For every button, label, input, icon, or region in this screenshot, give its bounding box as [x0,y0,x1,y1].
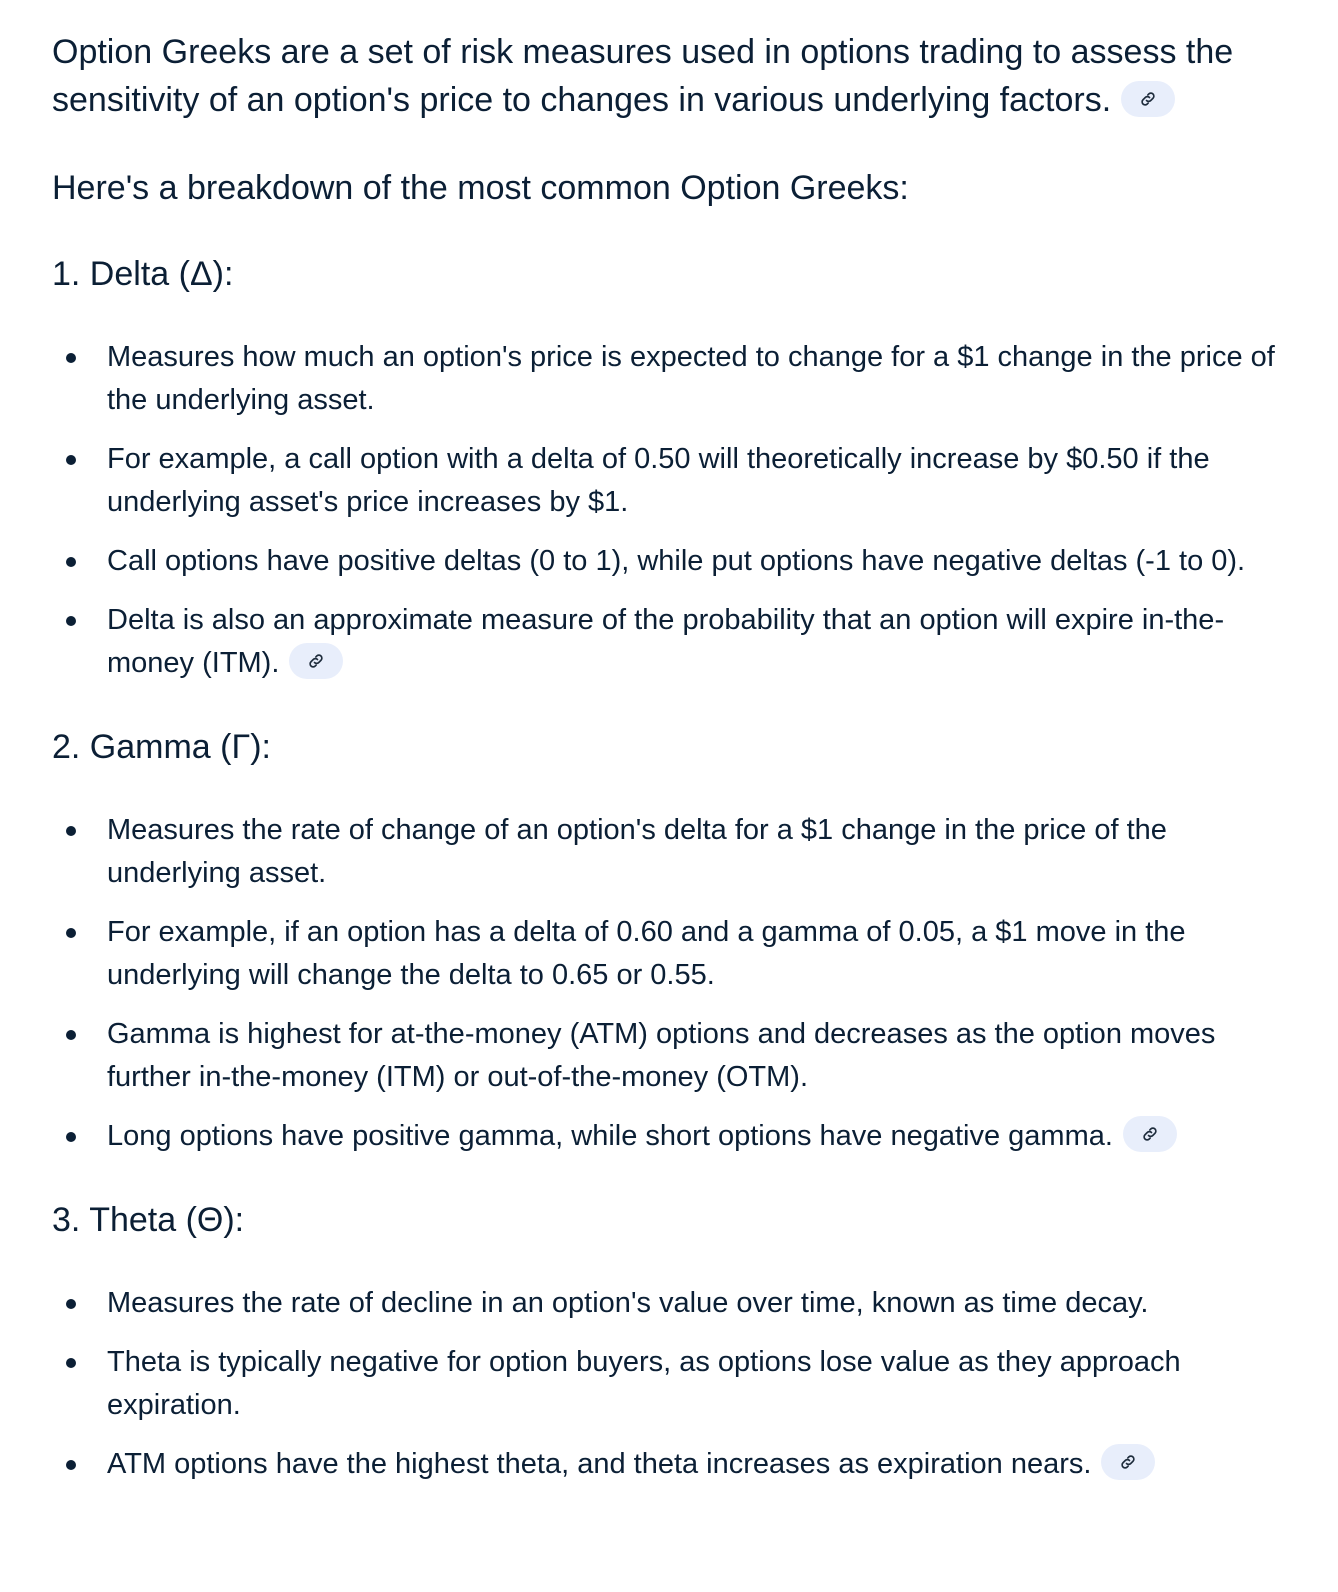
list-item-text: Gamma is highest for at-the-money (ATM) options and decreases as the option moves further in-the-money (ITM) or out-of-the-money (OTM). [107,1018,1216,1093]
delta-bullet-list [52,336,1298,685]
list-item-text: Theta is typically negative for option buyers, as options lose value as they approach expiration. [107,1346,1181,1421]
bullet-dot [66,616,76,626]
intro-paragraph [52,28,1298,124]
section-title-gamma: 2. Gamma (Γ): [52,728,271,766]
bullet-dot [66,1460,76,1470]
list-item-text: Delta is also an approximate measure of the probability that an option will expire in-the-money (ITM). [107,604,1225,679]
list-item-text: Measures how much an option's price is expected to change for a $1 change in the price of the underlying asset. [107,341,1275,416]
citation-link-button[interactable] [1101,1444,1155,1480]
list-item-text: Call options have positive deltas (0 to 1), while put options have negative deltas (-1 to 0). [107,545,1246,577]
list-item [52,438,1298,524]
list-item [52,911,1298,997]
intro-text: Option Greeks are a set of risk measures used in options trading to assess the sensitivity of an option's price to changes in various underlying factors. [52,33,1234,119]
list-item [52,1013,1298,1099]
breakdown-heading: Here's a breakdown of the most common Option Greeks: [52,169,909,207]
link-icon [1141,1125,1159,1143]
list-item [52,1115,1298,1158]
section-title-delta: 1. Delta (Δ): [52,255,234,293]
list-item-text: ATM options have the highest theta, and theta increases as expiration nears. [107,1448,1092,1480]
list-item-text: Long options have positive gamma, while short options have negative gamma. [107,1120,1113,1152]
list-item-text: For example, if an option has a delta of 0.60 and a gamma of 0.05, a $1 move in the underlying will change the delta to 0.65 or 0.55. [107,916,1186,991]
bullet-dot [66,826,76,836]
list-item [52,809,1298,895]
citation-link-button[interactable] [1121,81,1175,117]
bullet-dot [66,1132,76,1142]
link-icon [1119,1453,1137,1471]
list-item [52,1282,1298,1325]
bullet-dot [66,1299,76,1309]
list-item-text: Measures the rate of change of an option's delta for a $1 change in the price of the underlying asset. [107,814,1167,889]
list-item [52,1341,1298,1427]
theta-bullet-list [52,1282,1298,1486]
citation-link-button[interactable] [289,643,343,679]
section-title-theta: 3. Theta (Θ): [52,1201,245,1239]
bullet-dot [66,455,76,465]
list-item [52,599,1298,685]
link-icon [1139,90,1157,108]
list-item [52,336,1298,422]
citation-link-button[interactable] [1123,1116,1177,1152]
link-icon [307,652,325,670]
gamma-bullet-list [52,809,1298,1158]
list-item [52,540,1298,583]
bullet-dot [66,353,76,363]
bullet-dot [66,1030,76,1040]
bullet-dot [66,1358,76,1368]
bullet-dot [66,557,76,567]
bullet-dot [66,928,76,938]
list-item-text: For example, a call option with a delta of 0.50 will theoretically increase by $0.50 if the underlying asset's price increases by $1. [107,443,1210,518]
list-item [52,1443,1298,1486]
list-item-text: Measures the rate of decline in an option's value over time, known as time decay. [107,1287,1149,1319]
